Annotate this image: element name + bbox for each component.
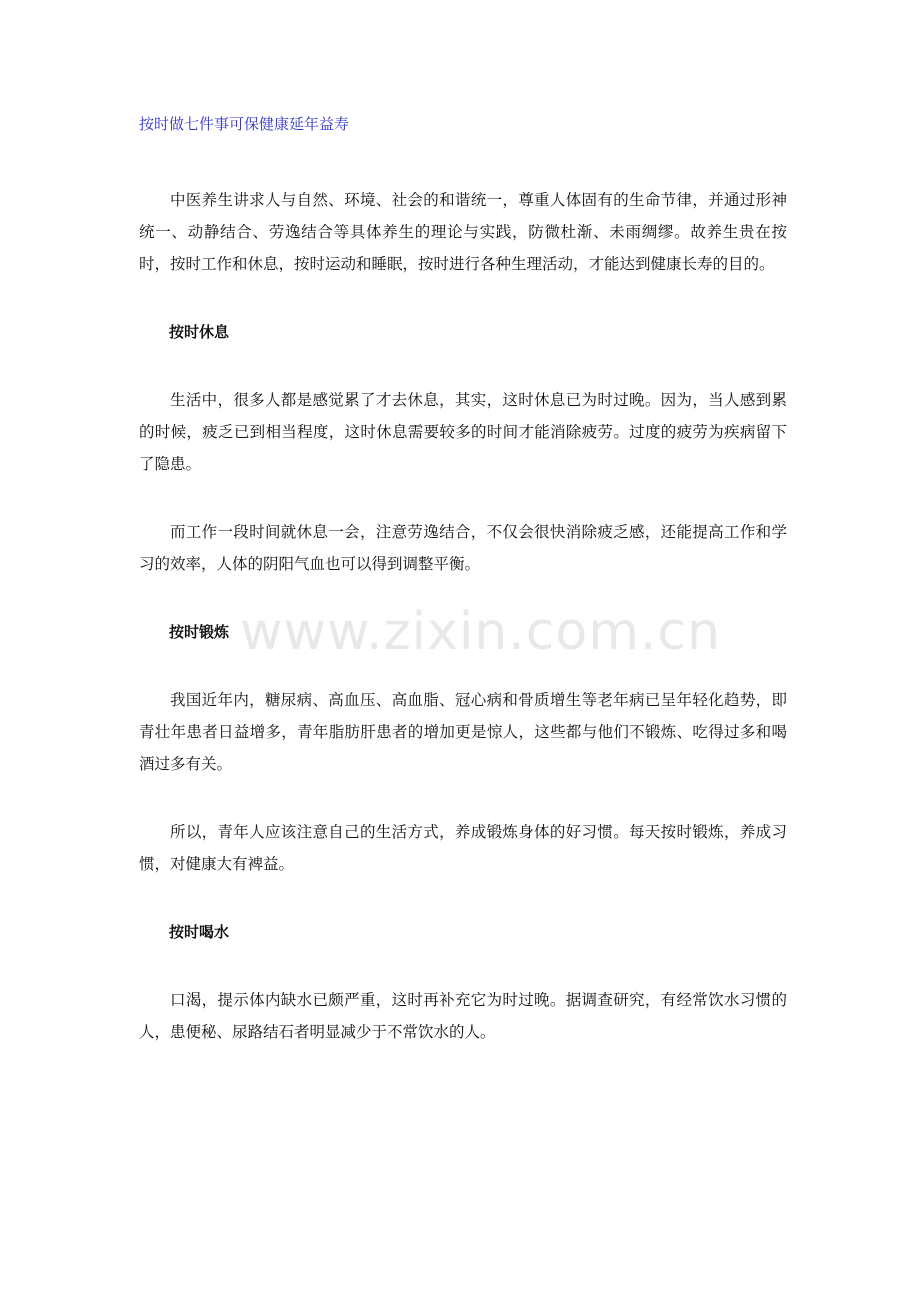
spacer (139, 480, 787, 516)
exercise-paragraph-2: 所以，青年人应该注意自己的生活方式，养成锻炼身体的好习惯。每天按时锻炼，养成习惯，对健康大有裨益。 (139, 823, 787, 873)
document-title: 按时做七件事可保健康延年益寿 (139, 115, 350, 133)
section-heading-exercise: 按时锻炼 (169, 623, 230, 641)
watermark: www.zixin.com.cn (240, 602, 721, 662)
spacer (139, 880, 787, 916)
section-heading-water: 按时喝水 (169, 923, 230, 941)
exercise-paragraph-1: 我国近年内，糖尿病、高血压、高血脂、冠心病和骨质增生等老年病已呈年轻化趋势，即青壮年患者日益增多，青年脂肪肝患者的增加更是惊人，这些都与他们不锻炼、吃得过多和喝酒过多有关。 (139, 691, 787, 773)
spacer (139, 780, 787, 816)
water-paragraph-1: 口渴，提示体内缺水已颇严重，这时再补充它为时过晚。据调查研究，有经常饮水习惯的人，患便秘、尿路结石者明显减少于不常饮水的人。 (139, 991, 787, 1041)
spacer (139, 280, 787, 316)
section-heading-rest: 按时休息 (169, 323, 230, 341)
spacer (139, 580, 787, 616)
intro-paragraph: 中医养生讲求人与自然、环境、社会的和谐统一，尊重人体固有的生命节律，并通过形神统一、动静结合、劳逸结合等具体养生的理论与实践，防微杜渐、未雨绸缪。故养生贵在按时，按时工作和休息，按时运动和睡眠，按时进行各种生理活动，才能达到健康长寿的目的。 (139, 191, 787, 273)
spacer (139, 948, 787, 984)
spacer (139, 348, 787, 384)
rest-paragraph-1: 生活中，很多人都是感觉累了才去休息，其实，这时休息已为时过晚。因为，当人感到累的时候，疲乏已到相当程度，这时休息需要较多的时间才能消除疲劳。过度的疲劳为疾病留下了隐患。 (139, 391, 787, 473)
spacer (139, 648, 787, 684)
document-body (139, 184, 787, 1048)
rest-paragraph-2: 而工作一段时间就休息一会，注意劳逸结合，不仅会很快消除疲乏感，还能提高工作和学习的效率，人体的阴阳气血也可以得到调整平衡。 (139, 523, 787, 573)
